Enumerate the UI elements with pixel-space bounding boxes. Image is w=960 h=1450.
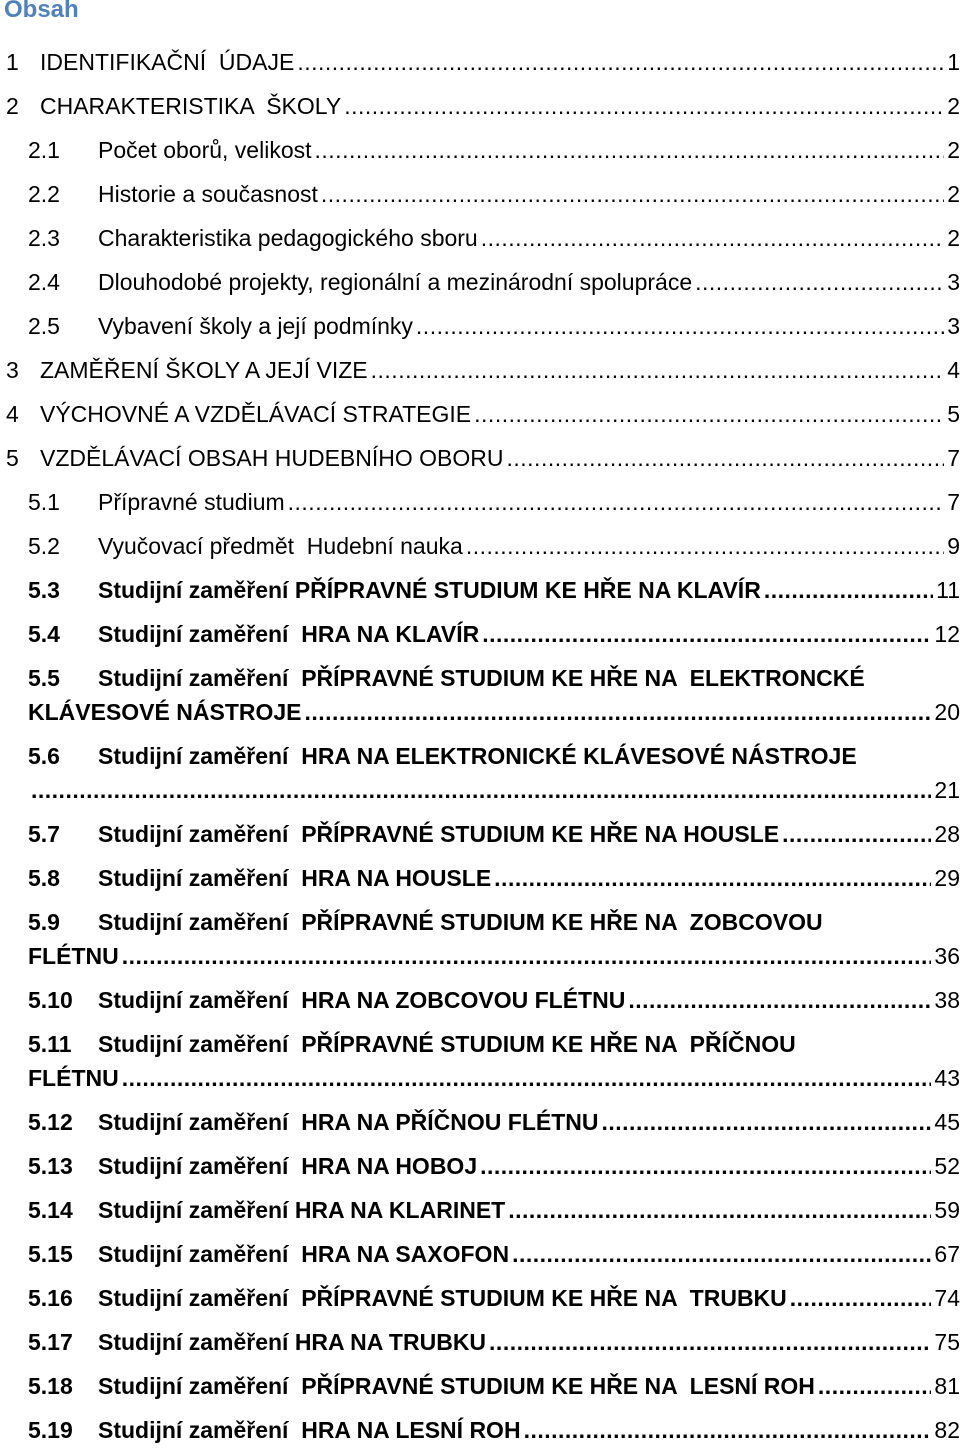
toc-entry-page: 82 (934, 1417, 960, 1443)
toc-entry-number: 5.10 (28, 987, 73, 1013)
toc-entry-number: 2.1 (28, 137, 60, 163)
toc-entry-label: Studijní zaměření HRA NA HOBOJ (98, 1153, 478, 1179)
toc-entry-number: 5.7 (28, 821, 60, 847)
toc-entry-label-continuation: KLÁVESOVÉ NÁSTROJE (28, 699, 302, 725)
toc-dot-leader (480, 1153, 931, 1180)
toc-entry-number: 2.2 (28, 181, 60, 207)
toc-entry-page: 20 (934, 699, 960, 725)
toc-entry-page: 2 (947, 225, 960, 251)
toc-entry-label: VÝCHOVNÉ A VZDĚLÁVACÍ STRATEGIE (40, 401, 472, 427)
toc-dot-leader (695, 269, 944, 296)
toc-entry-label: Studijní zaměření HRA NA LESNÍ ROH (98, 1417, 521, 1443)
toc-entry-number: 5.8 (28, 865, 60, 891)
toc-entry-page: 9 (947, 533, 960, 559)
toc-entry-label: VZDĚLÁVACÍ OBSAH HUDEBNÍHO OBORU (40, 445, 504, 471)
toc-entry-label: Studijní zaměření HRA NA SAXOFON (98, 1241, 510, 1267)
toc-dot-leader (344, 93, 944, 120)
toc-entry-label: Studijní zaměření HRA NA KLAVÍR (98, 621, 480, 647)
toc-entry-label: Vyučovací předmět Hudební nauka (98, 533, 463, 559)
toc-entry-label: ZAMĚŘENÍ ŠKOLY A JEJÍ VIZE (40, 357, 368, 383)
toc-dot-leader (602, 1109, 932, 1136)
toc-entry-page: 12 (934, 621, 960, 647)
toc-entry-label: Charakteristika pedagogického sboru (98, 225, 478, 251)
toc-entry-page: 2 (947, 137, 960, 163)
toc-dot-leader (31, 777, 931, 804)
toc-entry-label: Studijní zaměření PŘÍPRAVNÉ STUDIUM KE HŘE NA PŘÍČNOU (98, 1031, 796, 1057)
toc-entry-page: 67 (934, 1241, 960, 1267)
toc-dot-leader (371, 357, 945, 384)
toc-entry-number: 3 (6, 357, 19, 383)
toc-entry-page: 7 (947, 445, 960, 471)
toc-entry-page: 59 (934, 1197, 960, 1223)
toc-entry-number: 5.14 (28, 1197, 73, 1223)
toc-entry-label: Studijní zaměření HRA NA ELEKTRONICKÉ KLÁVESOVÉ NÁSTROJE (98, 743, 857, 769)
toc-dot-leader (790, 1285, 932, 1312)
toc-entry-number: 5.16 (28, 1285, 73, 1311)
toc-entry-page: 43 (934, 1065, 960, 1091)
toc-entry-page: 74 (934, 1285, 960, 1311)
toc-entry-number: 2 (6, 93, 19, 119)
toc-entry-label: Studijní zaměření PŘÍPRAVNÉ STUDIUM KE HŘE NA HOUSLE (98, 821, 780, 847)
toc-entry-number: 4 (6, 401, 19, 427)
toc-entry-number: 5.3 (28, 577, 60, 603)
toc-dot-leader (466, 533, 944, 560)
toc-dot-leader (494, 865, 931, 892)
toc-entry-number: 5.9 (28, 909, 60, 935)
toc-entry-number: 5.11 (28, 1031, 72, 1057)
toc-dot-leader (122, 1065, 932, 1092)
toc-entry-label: Dlouhodobé projekty, regionální a mezinárodní spolupráce (98, 269, 693, 295)
toc-entry-label: Studijní zaměření PŘÍPRAVNÉ STUDIUM KE HŘE NA LESNÍ ROH (98, 1373, 815, 1399)
toc-dot-leader (481, 225, 944, 252)
toc-entry-label: Studijní zaměření PŘÍPRAVNÉ STUDIUM KE HŘE NA KLAVÍR (98, 577, 761, 603)
toc-dot-leader (508, 1197, 931, 1224)
toc-entry-label: Studijní zaměření HRA NA TRUBKU (98, 1329, 487, 1355)
toc-entry-page: 4 (947, 357, 960, 383)
toc-entry-number: 5 (6, 445, 19, 471)
toc-entry-number: 2.3 (28, 225, 60, 251)
toc-entry-label-continuation: FLÉTNU (28, 943, 119, 969)
toc-entry-page: 29 (934, 865, 960, 891)
toc-dot-leader (628, 987, 931, 1014)
toc-entry-number: 5.6 (28, 743, 60, 769)
toc-entry-number: 5.1 (28, 489, 60, 515)
toc-entry-label: Studijní zaměření PŘÍPRAVNÉ STUDIUM KE HŘE NA ELEKTRONCKÉ (98, 665, 865, 691)
toc-entry-page: 75 (934, 1329, 960, 1355)
toc-entry-page: 3 (947, 269, 960, 295)
toc-entry-page: 7 (947, 489, 960, 515)
toc-entry-page: 2 (947, 181, 960, 207)
toc-entry-number: 2.4 (28, 269, 60, 295)
toc-entry-label: Studijní zaměření HRA NA ZOBCOVOU FLÉTNU (98, 987, 626, 1013)
toc-entry-number: 5.5 (28, 665, 60, 691)
toc-entry-number: 2.5 (28, 313, 60, 339)
toc-entry-number: 5.17 (28, 1329, 73, 1355)
toc-dot-leader (122, 943, 932, 970)
toc-dot-leader (524, 1417, 932, 1444)
toc-entry-page: 11 (936, 577, 960, 603)
toc-entry-label: Studijní zaměření HRA NA HOUSLE (98, 865, 492, 891)
toc-entry-number: 5.12 (28, 1109, 73, 1135)
toc-entry-number: 5.19 (28, 1417, 73, 1443)
toc-dot-leader (288, 489, 945, 516)
toc-entry-page: 5 (947, 401, 960, 427)
toc-entry-page: 2 (947, 93, 960, 119)
toc-entry-label: Studijní zaměření HRA NA PŘÍČNOU FLÉTNU (98, 1109, 599, 1135)
toc-dot-leader (512, 1241, 931, 1268)
toc-dot-leader (507, 445, 945, 472)
toc-entry-page: 38 (934, 987, 960, 1013)
toc-dot-leader (489, 1329, 931, 1356)
toc-dot-leader (818, 1373, 931, 1400)
toc-entry-label: Studijní zaměření PŘÍPRAVNÉ STUDIUM KE HŘE NA ZOBCOVOU (98, 909, 823, 935)
toc-entry-number: 5.18 (28, 1373, 73, 1399)
toc-dot-leader (305, 699, 932, 726)
toc-entry-page: 52 (934, 1153, 960, 1179)
toc-entry-label-continuation: FLÉTNU (28, 1065, 119, 1091)
toc-entry-page: 28 (934, 821, 960, 847)
toc-entry-number: 5.2 (28, 533, 60, 559)
toc-entry-number: 5.4 (28, 621, 60, 647)
toc-title: Obsah (4, 0, 79, 23)
toc-entry-page: 21 (934, 777, 960, 803)
toc-entry-label: Studijní zaměření HRA NA KLARINET (98, 1197, 506, 1223)
toc-entry-number: 1 (6, 49, 19, 75)
toc-dot-leader (482, 621, 931, 648)
toc-entry-page: 45 (934, 1109, 960, 1135)
toc-entry-number: 5.15 (28, 1241, 73, 1267)
toc-entry-label: Studijní zaměření PŘÍPRAVNÉ STUDIUM KE HŘE NA TRUBKU (98, 1285, 787, 1311)
toc-entry-label: Přípravné studium (98, 489, 285, 515)
toc-dot-leader (764, 577, 933, 604)
toc-entry-label: IDENTIFIKAČNÍ ÚDAJE (40, 49, 295, 75)
toc-entry-page: 36 (934, 943, 960, 969)
toc-entry-page: 3 (947, 313, 960, 339)
toc-dot-leader (321, 181, 944, 208)
toc-entry-label: Historie a současnost (98, 181, 318, 207)
toc-entry-number: 5.13 (28, 1153, 73, 1179)
toc-dot-leader (416, 313, 944, 340)
toc-entry-label: Vybavení školy a její podmínky (98, 313, 413, 339)
toc-dot-leader (474, 401, 944, 428)
toc-dot-leader (315, 137, 945, 164)
toc-dot-leader (297, 49, 944, 76)
toc-entry-page: 81 (934, 1373, 960, 1399)
toc-dot-leader (782, 821, 931, 848)
toc-entry-page: 1 (947, 49, 960, 75)
toc-entry-label: CHARAKTERISTIKA ŠKOLY (40, 93, 342, 119)
toc-entry-label: Počet oborů, velikost (98, 137, 312, 163)
